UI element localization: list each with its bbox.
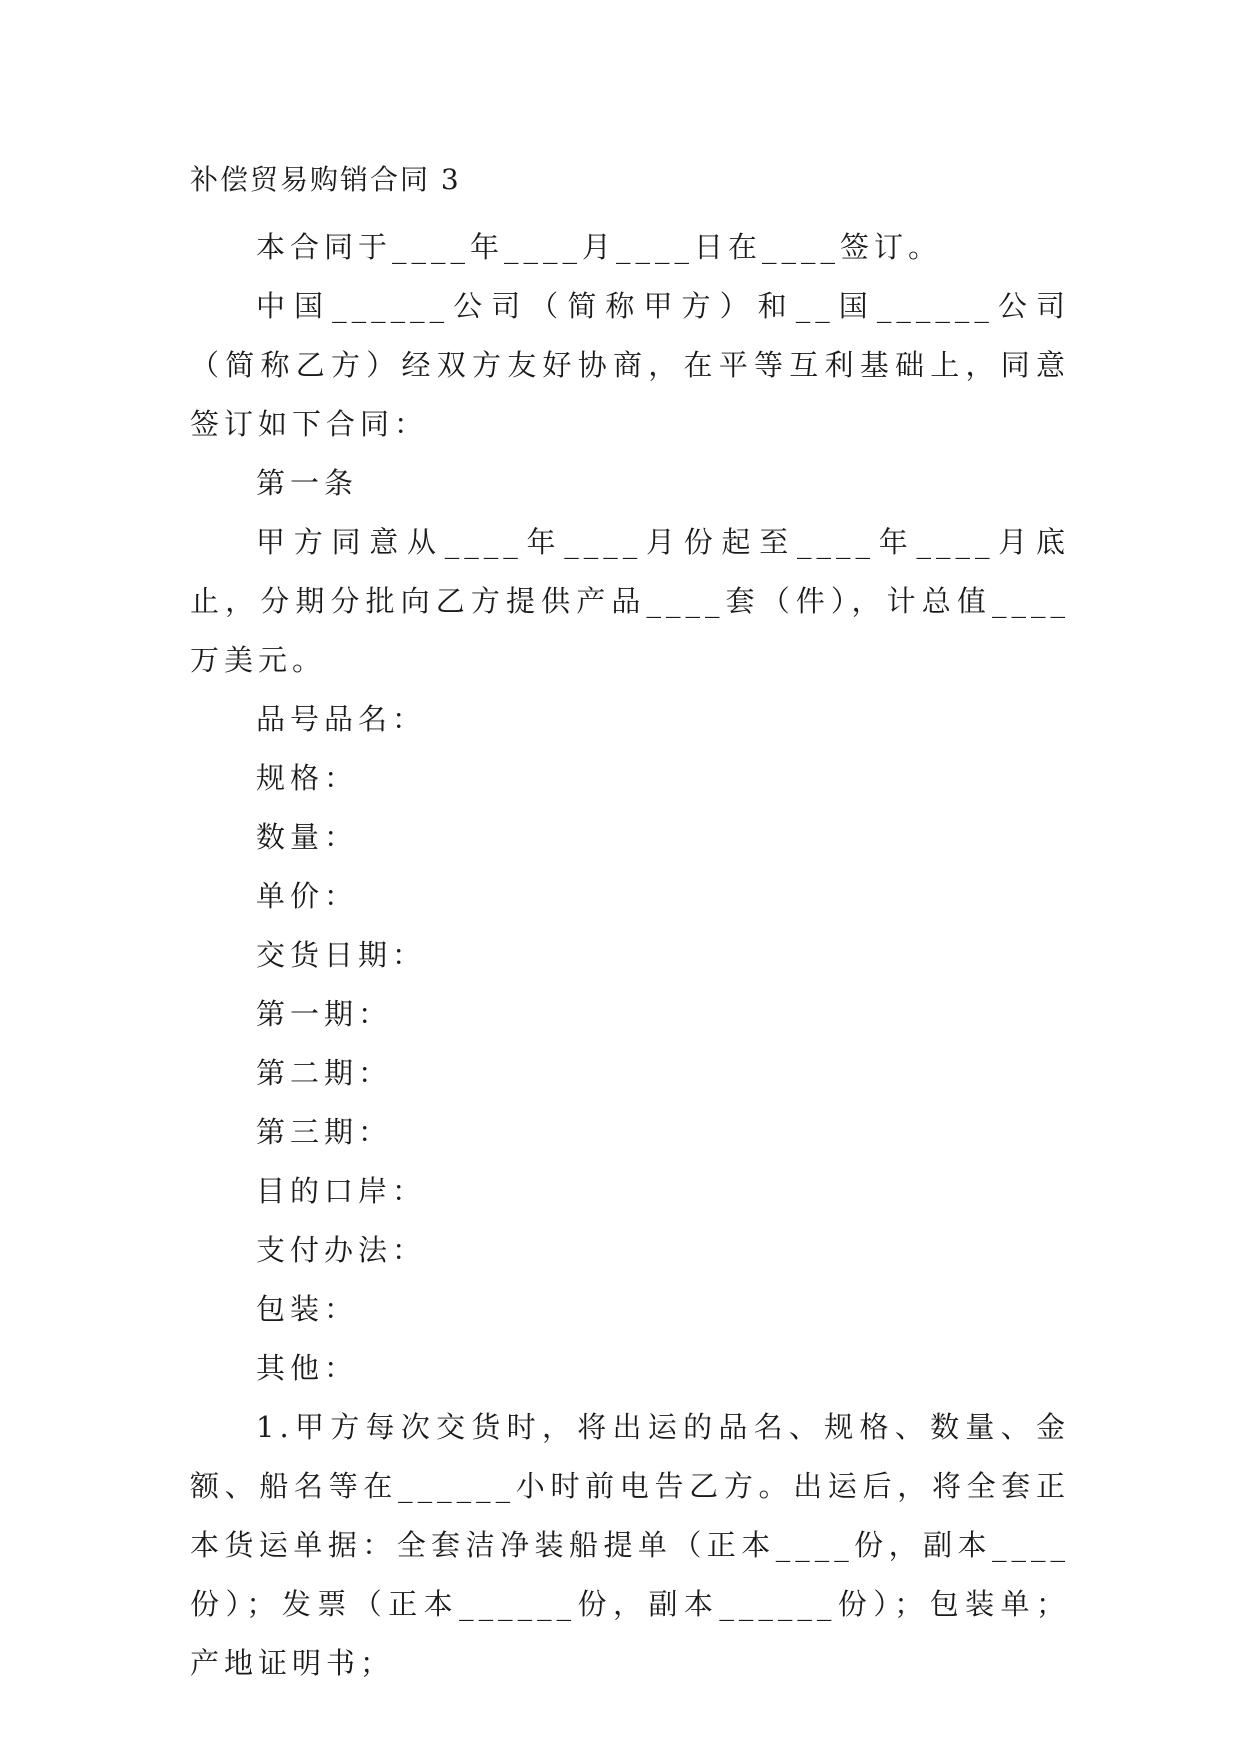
field-specification: 规格：	[256, 761, 359, 795]
paragraph-parties: 中国______公司（简称甲方）和__国______公司（简称乙方）经双方友好协商，在平等互利基础上，同意签订如下合同：	[190, 289, 1070, 441]
field-phase-three: 第三期：	[256, 1115, 393, 1149]
document-body	[190, 218, 1070, 1693]
field-quantity: 数量：	[256, 820, 359, 854]
field-product-name: 品号品名：	[256, 702, 427, 736]
field-packaging: 包装：	[256, 1292, 359, 1326]
paragraph-article-heading: 第一条	[256, 466, 359, 500]
field-delivery-date: 交货日期：	[256, 938, 427, 972]
field-other: 其他：	[256, 1351, 359, 1385]
field-phase-two: 第二期：	[256, 1056, 393, 1090]
paragraph-delivery-notice: 1.甲方每次交货时，将出运的品名、规格、数量、金额、船名等在______小时前电告乙方。出运后，将全套正本货运单据：全套洁净装船提单（正本____份，副本____份）；发票（正本______份，副本______份）；包装单；产地证明书；	[190, 1410, 1070, 1680]
field-payment-method: 支付办法：	[256, 1233, 427, 1267]
document-title: 补偿贸易购销合同 3	[190, 163, 461, 196]
field-phase-one: 第一期：	[256, 997, 393, 1031]
paragraph-supply-terms: 甲方同意从____年____月份起至____年____月底止，分期分批向乙方提供产品____套（件），计总值____万美元。	[190, 525, 1070, 677]
paragraph-signing-date: 本合同于____年____月____日在____签订。	[256, 230, 943, 264]
field-unit-price: 单价：	[256, 879, 359, 913]
field-destination-port: 目的口岸：	[256, 1174, 427, 1208]
